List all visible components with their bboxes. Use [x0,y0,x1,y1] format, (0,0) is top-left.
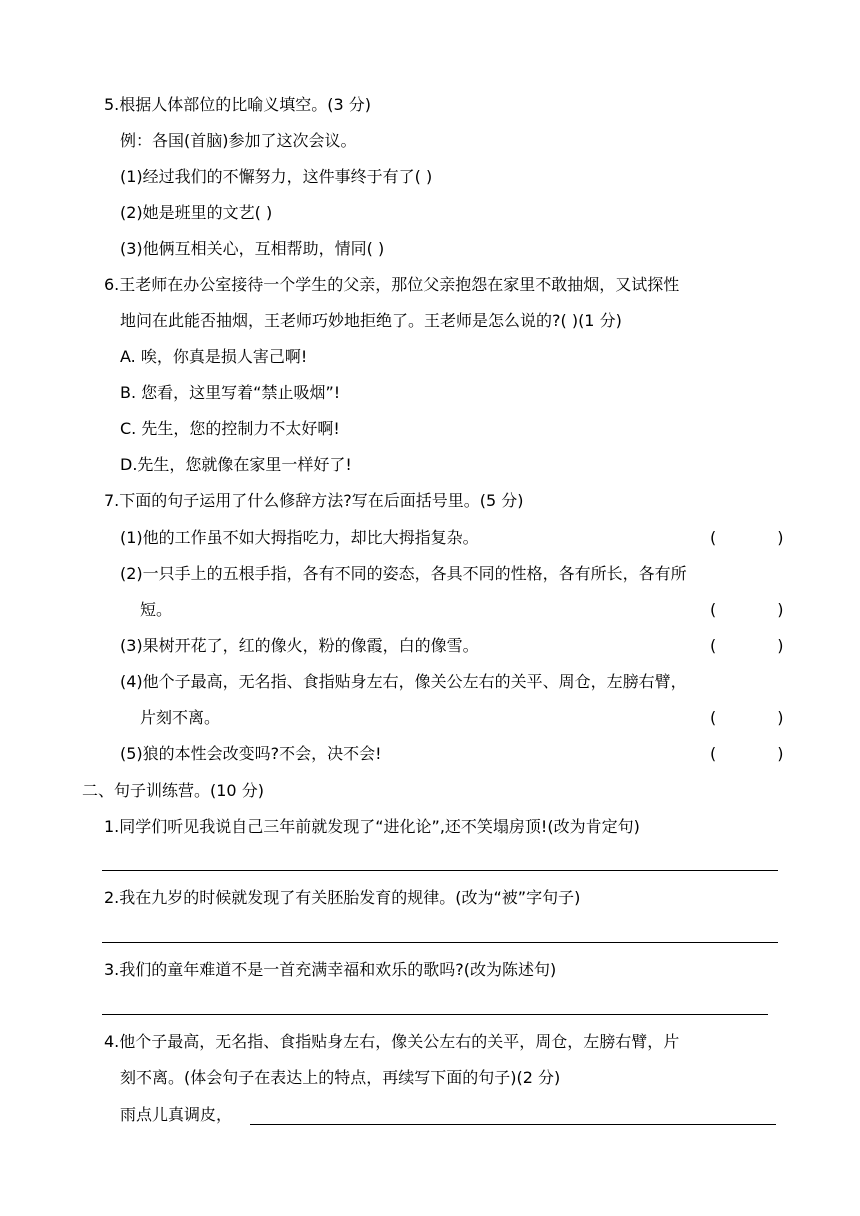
s2-q3-answer-line[interactable] [102,1014,768,1015]
q7-answer-paren-1: ( ) [710,528,784,547]
q5-item-1: (1)经过我们的不懈努力，这件事终于有了( ) [120,167,433,186]
q7-item-4-cont: 片刻不离。 [140,708,221,727]
s2-q3: 3.我们的童年难道不是一首充满幸福和欢乐的歌吗?(改为陈述句) [104,960,557,979]
q5-item-3: (3)他俩互相关心，互相帮助，情同( ) [120,239,385,258]
q5-item-2: (2)她是班里的文艺( ) [120,203,273,222]
q6-option-c: C. 先生，您的控制力不太好啊! [120,419,340,438]
q7-title: 7.下面的句子运用了什么修辞方法?写在后面括号里。(5 分) [104,491,524,510]
q7-item-5: (5)狼的本性会改变吗?不会，决不会! [120,744,382,763]
q7-item-3: (3)果树开花了，红的像火，粉的像霞，白的像雪。 [120,636,479,655]
s2-q4-line1: 4.他个子最高，无名指、食指贴身左右，像关公左右的关平，周仓，左膀右臂，片 [104,1032,680,1051]
q6-option-d: D.先生，您就像在家里一样好了! [120,455,352,474]
s2-q1: 1.同学们听见我说自己三年前就发现了“进化论”,还不笑塌房顶!(改为肯定句) [104,817,640,836]
s2-q4-line2: 刻不离。(体会句子在表达上的特点，再续写下面的句子)(2 分) [120,1068,561,1087]
q7-item-4: (4)他个子最高，无名指、食指贴身左右，像关公左右的关平、周仓，左膀右臂， [120,672,687,691]
s2-q2: 2.我在九岁的时候就发现了有关胚胎发育的规律。(改为“被”字句子) [104,888,581,907]
q7-answer-paren-2: ( ) [710,600,784,619]
q6-title-line2: 地问在此能否抽烟，王老师巧妙地拒绝了。王老师是怎么说的?( )(1 分) [120,311,622,330]
s2-q4-prompt: 雨点儿真调皮， [120,1105,233,1124]
q6-option-a: A. 唉，你真是损人害己啊! [120,347,308,366]
q6-title-line1: 6.王老师在办公室接待一个学生的父亲，那位父亲抱怨在家里不敢抽烟，又试探性 [104,275,680,294]
q7-answer-paren-5: ( ) [710,744,784,763]
section2-title: 二、句子训练营。(10 分) [82,781,264,800]
q6-option-b: B. 您看，这里写着“禁止吸烟”! [120,383,341,402]
q7-answer-paren-4: ( ) [710,708,784,727]
q7-item-2: (2)一只手上的五根手指，各有不同的姿态，各具不同的性格，各有所长，各有所 [120,564,687,583]
q7-answer-paren-3: ( ) [710,636,784,655]
q7-item-1: (1)他的工作虽不如大拇指吃力，却比大拇指复杂。 [120,528,479,547]
s2-q4-answer-line[interactable] [250,1124,776,1125]
q5-example: 例：各国(首脑)参加了这次会议。 [120,131,357,150]
s2-q2-answer-line[interactable] [102,942,778,943]
q7-item-2-cont: 短。 [140,600,173,619]
s2-q1-answer-line[interactable] [102,870,778,871]
q5-title: 5.根据人体部位的比喻义填空。(3 分) [104,95,372,114]
